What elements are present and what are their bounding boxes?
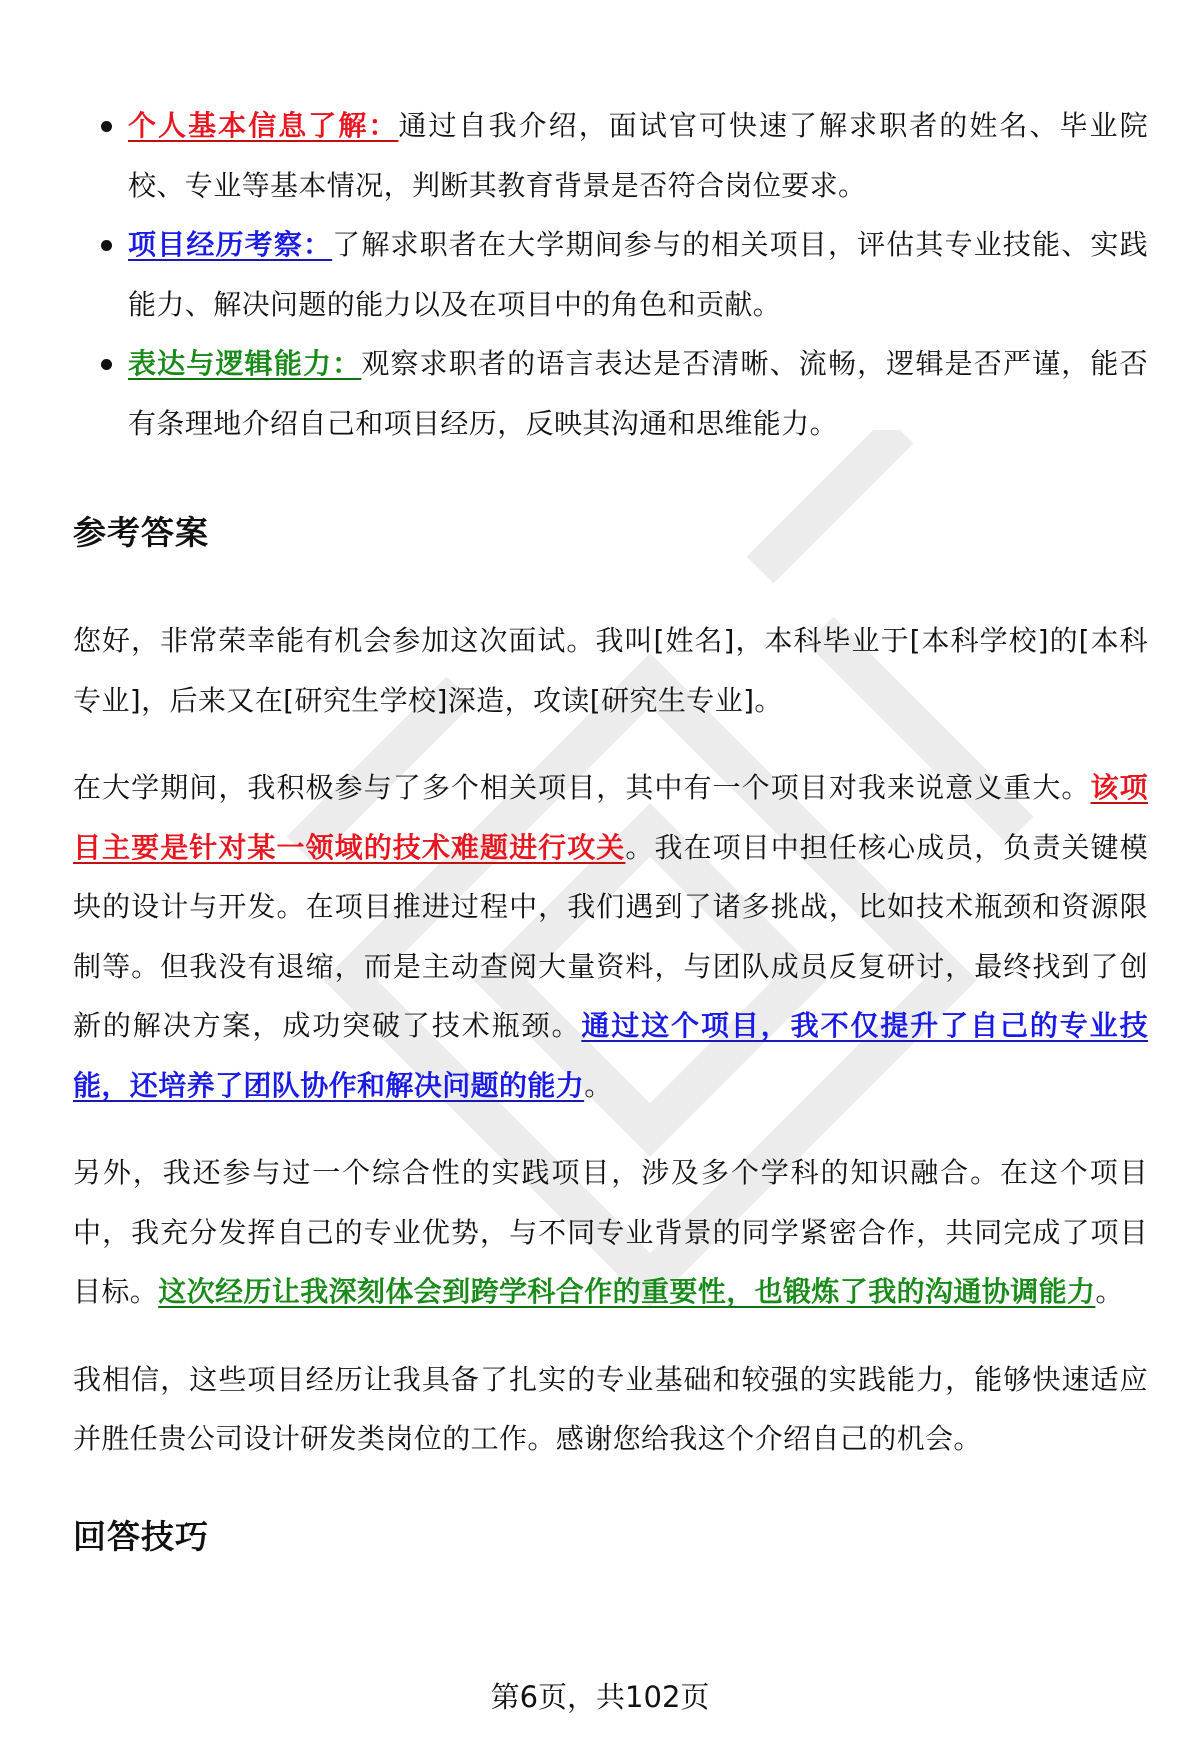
bullet-keyword: 项目经历考察： [128, 228, 333, 261]
bullet-item-expression-logic [73, 334, 1148, 453]
bullet-text: 通过自我介绍，面试官可快速了解求职者的姓名、毕业院校、专业等基本情况，判断其教育背景是否符合岗位要求。 [128, 109, 1148, 202]
answer-paragraph-intro [73, 611, 1148, 730]
bullet-item-personal-info [73, 96, 1148, 215]
bullet-dot-icon [101, 359, 112, 370]
answer-paragraph-practice [73, 1143, 1148, 1322]
paragraph-text: 。 [584, 1068, 613, 1102]
bullet-text: 了解求职者在大学期间参与的相关项目，评估其专业技能、实践能力、解决问题的能力以及在项目中的角色和贡献。 [128, 228, 1148, 321]
answer-paragraph-closing [73, 1350, 1148, 1469]
evaluation-points-list [73, 96, 1148, 453]
answer-paragraph-project [73, 758, 1148, 1115]
paragraph-text: 。我在项目中担任核心成员，负责关键模块的设计与开发。在项目推进过程中，我们遇到了诸多挑战，比如技术瓶颈和资源限制等。但我没有退缩，而是主动查阅大量资料，与团队成员反复研讨，最终找到了创新的解决方案，成功突破了技术瓶颈。 [73, 830, 1148, 1042]
paragraph-text: 另外，我还参与过一个综合性的实践项目，涉及多个学科的知识融合。在这个项目中，我充分发挥自己的专业优势，与不同专业背景的同学紧密合作，共同完成了项目目标。 [73, 1156, 1148, 1308]
highlight-green: 这次经历让我深刻体会到跨学科合作的重要性，也锻炼了我的沟通协调能力 [158, 1275, 1096, 1308]
paragraph-text: 在大学期间，我积极参与了多个相关项目，其中有一个项目对我来说意义重大。 [73, 771, 1091, 804]
bullet-item-project-experience [73, 215, 1148, 334]
bullet-keyword: 表达与逻辑能力： [128, 347, 362, 380]
bullet-text: 观察求职者的语言表达是否清晰、流畅，逻辑是否严谨，能否有条理地介绍自己和项目经历，反映其沟通和思维能力。 [128, 347, 1149, 440]
paragraph-text: 。 [1095, 1275, 1124, 1308]
paragraph-text: 您好，非常荣幸能有机会参加这次面试。我叫[姓名]，本科毕业于[本科学校]的[本科专业]，后来又在[研究生学校]深造，攻读[研究生专业]。 [73, 624, 1148, 717]
section-title-answer-tips: 回答技巧 [73, 1516, 209, 1556]
bullet-dot-icon [101, 121, 112, 132]
highlight-blue: 通过这个项目，我不仅提升了自己的专业技能，还培养了团队协作和解决问题的能力 [73, 1009, 1148, 1102]
section-title-reference-answer: 参考答案 [73, 513, 209, 552]
bullet-dot-icon [101, 240, 112, 251]
paragraph-text: 我相信，这些项目经历让我具备了扎实的专业基础和较强的实践能力，能够快速适应并胜任贵公司设计研发类岗位的工作。感谢您给我这个介绍自己的机会。 [73, 1362, 1148, 1455]
page-number-footer: 第6页，共102页 [490, 1680, 710, 1714]
highlight-red: 该项目主要是针对某一领域的技术难题进行攻关 [73, 771, 1148, 864]
bullet-keyword: 个人基本信息了解： [128, 109, 399, 142]
